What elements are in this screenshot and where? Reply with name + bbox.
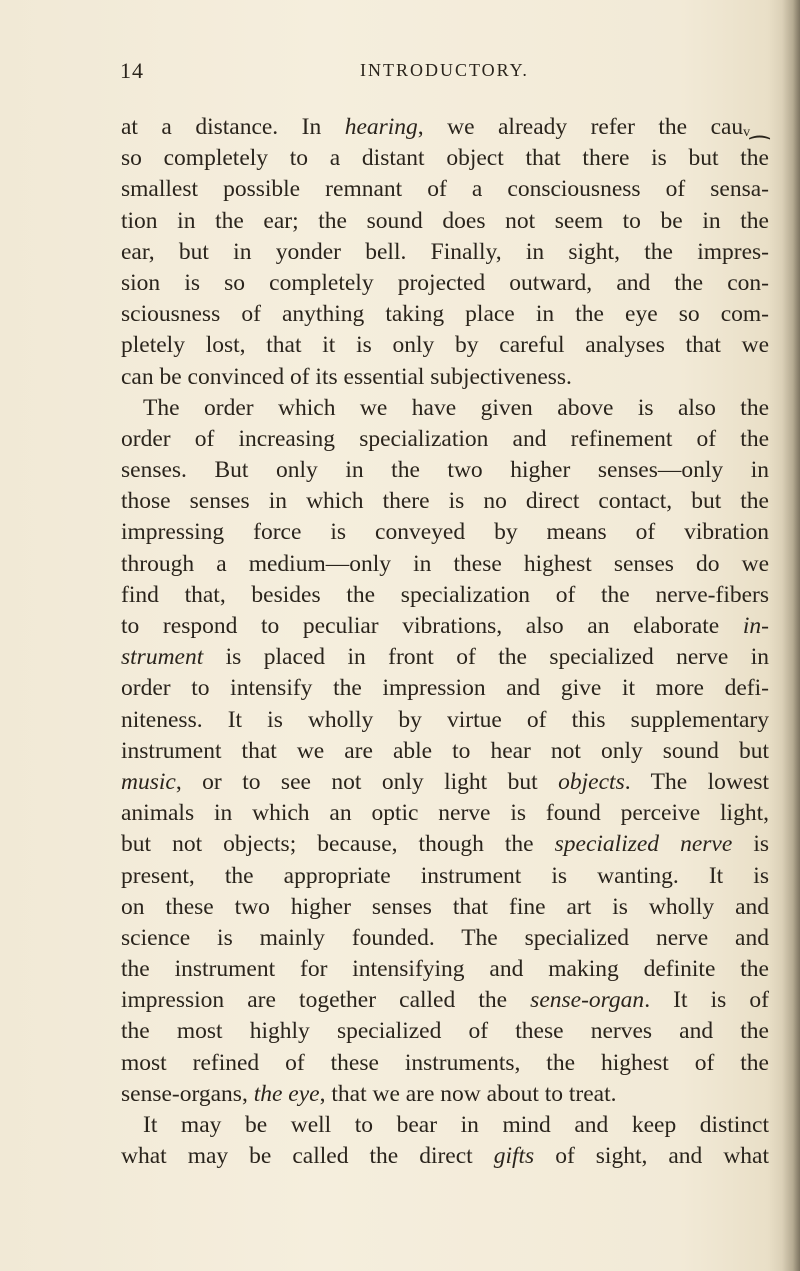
text-line bbox=[121, 611, 769, 642]
text-segment: is bbox=[732, 831, 769, 858]
text-line bbox=[121, 673, 769, 704]
text-line bbox=[121, 642, 769, 673]
text-line bbox=[121, 1141, 769, 1172]
text-line bbox=[121, 1110, 769, 1141]
text-segment: impressing force is conveyed by means of vibration bbox=[121, 519, 769, 546]
text-line bbox=[121, 486, 769, 517]
text-segment: science is mainly founded. The specialized nerve and bbox=[121, 924, 769, 951]
text-line bbox=[121, 549, 769, 580]
text-segment: ear, but in yonder bell. Finally, in sight, the impres- bbox=[121, 238, 769, 265]
text-line bbox=[121, 736, 769, 767]
text-segment: , we already refer the cauᵥ⁔ bbox=[417, 114, 769, 140]
italic-text: in- bbox=[742, 613, 769, 639]
text-line bbox=[121, 705, 769, 736]
text-segment: on these two higher senses that fine art is wholly and bbox=[121, 893, 769, 920]
page-number: 14 bbox=[120, 58, 144, 83]
body-text bbox=[121, 112, 769, 1172]
text-segment: the most highly specialized of these nerves and the bbox=[121, 1018, 769, 1045]
text-segment: to respond to peculiar vibrations, also an elaborate bbox=[121, 613, 743, 639]
text-line bbox=[121, 580, 769, 611]
text-line bbox=[121, 299, 769, 330]
text-line bbox=[121, 174, 769, 205]
text-line bbox=[121, 767, 769, 798]
text-line bbox=[121, 1079, 769, 1110]
text-segment: most refined of these instruments, the highest of the bbox=[121, 1049, 769, 1076]
text-line bbox=[121, 517, 769, 548]
italic-text: strument bbox=[121, 644, 204, 671]
text-line bbox=[121, 861, 769, 892]
text-segment: but not objects; because, though the bbox=[121, 831, 555, 858]
text-line bbox=[121, 985, 769, 1016]
text-line bbox=[121, 393, 769, 424]
text-line bbox=[121, 455, 769, 486]
text-segment: at a distance. In bbox=[121, 114, 345, 140]
text-segment: . The lowest bbox=[624, 768, 769, 795]
italic-text: music bbox=[121, 768, 176, 795]
text-line bbox=[121, 892, 769, 923]
text-segment: sense-organs, bbox=[121, 1080, 254, 1107]
running-head: INTRODUCTORY. bbox=[360, 60, 529, 80]
text-line bbox=[121, 1016, 769, 1047]
text-segment: what may be called the direct bbox=[121, 1143, 494, 1170]
text-segment: The order which we have given above is also the bbox=[143, 394, 769, 421]
text-segment: sion is so completely projected outward, and the con- bbox=[121, 269, 769, 296]
text-segment: . It is of bbox=[644, 987, 769, 1014]
text-segment: It may be well to bear in mind and keep distinct bbox=[143, 1112, 769, 1138]
text-segment: pletely lost, that it is only by careful analyses that we bbox=[121, 332, 769, 359]
italic-text: specialized nerve bbox=[554, 831, 733, 858]
text-segment: through a medium—only in these highest senses do we bbox=[121, 550, 769, 577]
text-line bbox=[121, 954, 769, 985]
text-segment: impression are together called the bbox=[121, 987, 531, 1014]
text-segment: so completely to a distant object that there is but the bbox=[121, 145, 769, 172]
text-segment: those senses in which there is no direct contact, but the bbox=[121, 488, 769, 515]
text-segment: order to intensify the impression and give it more defi- bbox=[121, 675, 769, 702]
text-segment: can be convinced of its essential subjectiveness. bbox=[121, 363, 572, 390]
italic-text: gifts bbox=[493, 1143, 535, 1170]
text-line bbox=[121, 362, 769, 393]
text-line bbox=[121, 206, 769, 237]
text-line bbox=[121, 923, 769, 954]
text-line bbox=[121, 798, 769, 829]
text-segment: the instrument for intensifying and making definite the bbox=[121, 956, 769, 983]
text-segment: is placed in front of the specialized nerve in bbox=[203, 644, 769, 671]
text-line bbox=[121, 829, 769, 860]
text-segment: present, the appropriate instrument is wanting. It is bbox=[121, 862, 769, 889]
text-line bbox=[121, 330, 769, 361]
text-segment: order of increasing specialization and refinement of the bbox=[121, 425, 769, 452]
text-line bbox=[121, 424, 769, 455]
text-segment: niteness. It is wholly by virtue of this supplementary bbox=[121, 706, 769, 733]
text-line bbox=[121, 268, 769, 299]
page-header bbox=[120, 58, 770, 88]
text-segment: of sight, and what bbox=[534, 1143, 770, 1170]
text-segment: animals in which an optic nerve is found perceive light, bbox=[121, 800, 769, 827]
text-line bbox=[121, 1048, 769, 1079]
italic-text: objects bbox=[558, 768, 625, 795]
text-line bbox=[121, 112, 769, 143]
italic-text: hearing bbox=[344, 114, 418, 140]
text-segment: smallest possible remnant of a consciousness of sensa- bbox=[121, 176, 769, 203]
text-segment: instrument that we are able to hear not only sound but bbox=[121, 737, 769, 764]
text-segment: sciousness of anything taking place in the eye so com- bbox=[121, 301, 769, 328]
text-line bbox=[121, 237, 769, 268]
text-segment: find that, besides the specialization of the nerve-fibers bbox=[121, 581, 769, 608]
page-edge-shadow bbox=[782, 0, 800, 1271]
text-line bbox=[121, 143, 769, 174]
italic-text: the eye bbox=[253, 1080, 320, 1107]
text-segment: senses. But only in the two higher senses—only in bbox=[121, 457, 769, 484]
text-segment: , or to see not only light but bbox=[175, 768, 559, 795]
italic-text: sense-organ bbox=[530, 987, 645, 1014]
text-segment: , that we are now about to treat. bbox=[319, 1080, 617, 1107]
text-segment: tion in the ear; the sound does not seem to be in the bbox=[121, 207, 769, 234]
